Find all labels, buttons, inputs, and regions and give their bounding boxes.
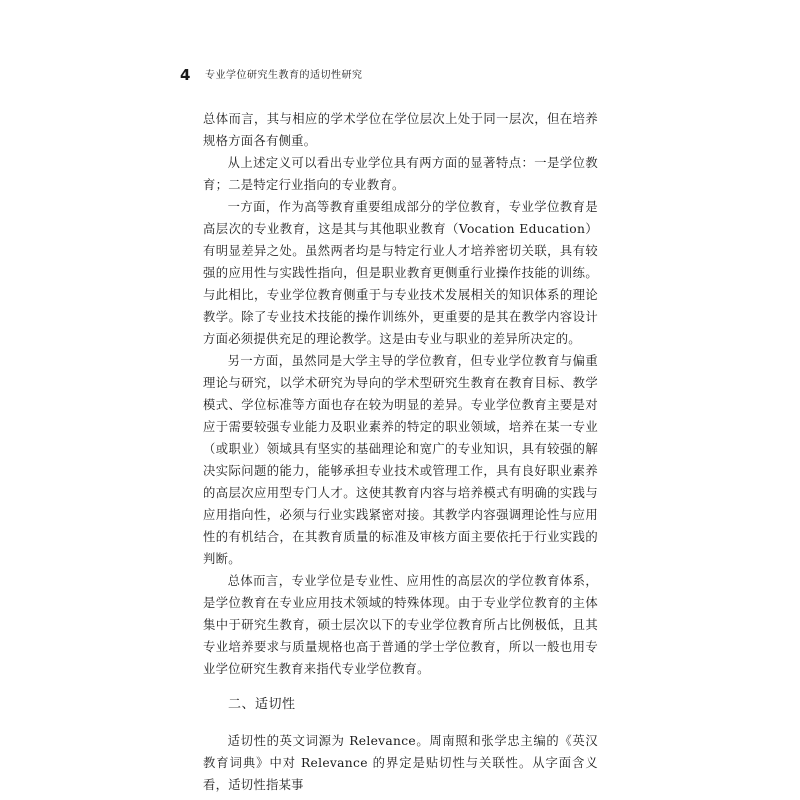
paragraph-2: 从上述定义可以看出专业学位具有两方面的显著特点：一是学位教育；二是特定行业指向的专业教育。 (203, 156, 598, 192)
page-number: 4 (180, 66, 191, 84)
paragraph-1: 总体而言，其与相应的学术学位在学位层次上处于同一层次，但在培养规格方面各有侧重。 (203, 112, 598, 148)
running-head (180, 66, 620, 86)
paragraph-6: 适切性的英文词源为 Relevance。周南照和张学忠主编的《英汉教育词典》中对 Relevance 的界定是贴切性与关联性。从字面含义看，适切性指某事 (203, 734, 598, 792)
section-heading: 二、适切性 (228, 697, 296, 712)
body-text (203, 108, 598, 796)
running-title: 专业学位研究生教育的适切性研究 (205, 70, 363, 81)
paragraph-3: 一方面，作为高等教育重要组成部分的学位教育，专业学位教育是高层次的专业教育，这是其与其他职业教育（Vocation Education）有明显差异之处。虽然两者均是与特定行业人才培养密切关联，具有较强的应用性与实践性指向，但是职业教育更侧重行业操作技能的训练。与此相比，专业学位教育侧重于与专业技术发展相关的知识体系的理论教学。除了专业技术技能的操作训练外，更重要的是其在教学内容设计方面必须提供充足的理论教学。这是由专业与职业的差异所决定的。 (203, 200, 598, 346)
paragraph-4: 另一方面，虽然同是大学主导的学位教育，但专业学位教育与偏重理论与研究，以学术研究为导向的学术型研究生教育在教育目标、教学模式、学位标准等方面也存在较为明显的差异。专业学位教育主要是对应于需要较强专业能力及职业素养的特定的职业领域，培养在某一专业（或职业）领域具有坚实的基础理论和宽广的专业知识，具有较强的解决实际问题的能力，能够承担专业技术或管理工作，具有良好职业素养的高层次应用型专门人才。这使其教育内容与培养模式有明确的实践与应用指向性，必须与行业实践紧密对接。其教学内容强调理论性与应用性的有机结合，在其教育质量的标准及审核方面主要依托于行业实践的判断。 (203, 354, 598, 566)
paragraph-5: 总体而言，专业学位是专业性、应用性的高层次的学位教育体系，是学位教育在专业应用技术领域的特殊体现。由于专业学位教育的主体集中于研究生教育，硕士层次以下的专业学位教育所占比例极低，且其专业培养要求与质量规格也高于普通的学士学位教育，所以一般也用专业学位研究生教育来指代专业学位教育。 (203, 574, 598, 676)
